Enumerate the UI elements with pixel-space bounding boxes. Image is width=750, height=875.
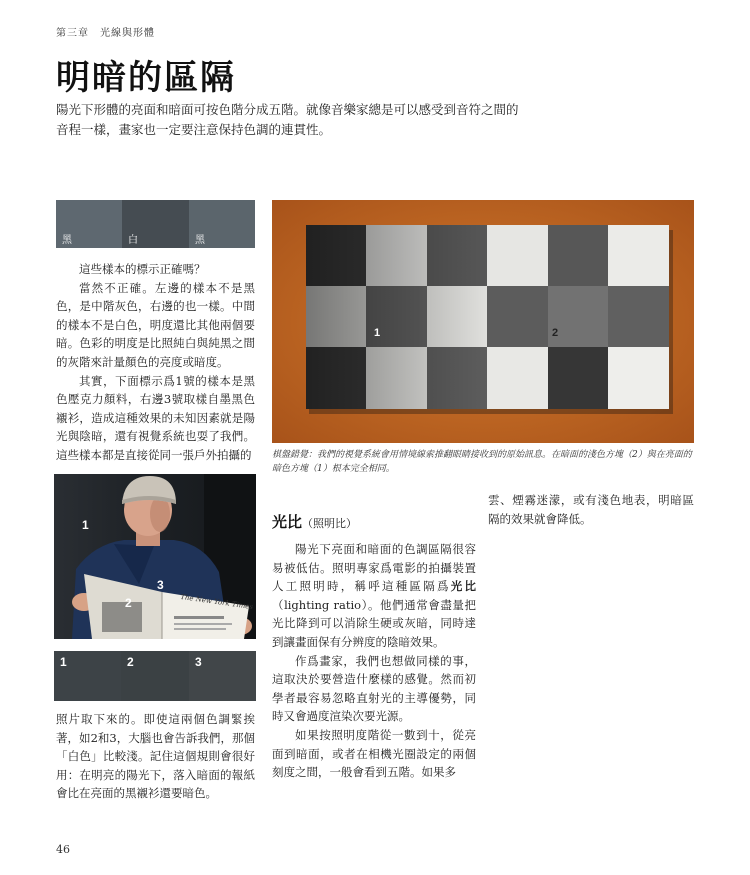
newspaper-masthead: The New York Times xyxy=(179,592,254,612)
paragraph: 照片取下來的。即使這兩個色調緊挨著，如2和3，大腦也會告訴我們，那個「白色」比較淺。記住這個規則會很好用：在明亮的陽光下，落入暗面的報紙會比在亮面的黑襯衫還要暗色。 xyxy=(56,712,255,801)
paragraph: 雲、煙霧迷濛，或有淺色地表，明暗區隔的效果就會降低。 xyxy=(488,493,694,526)
chapter-header: 第三章 光線與形體 xyxy=(56,28,155,39)
photo-marker-3: 3 xyxy=(157,578,164,592)
paragraph xyxy=(272,540,476,652)
swatch-left xyxy=(56,200,122,248)
checker-marker-1: 1 xyxy=(374,327,381,339)
paragraph: 這些樣本的標示正確嗎？ xyxy=(79,262,206,276)
intro-text: 陽光下形體的亮面和暗面可按色階分成五階。就像音樂家總是可以感受到音符之間的音程一樣，畫家也一定要注意保持色調的連貫性。 xyxy=(56,102,519,137)
paragraph: 當然不正確。左邊的樣本不是黑色，是中階灰色，右邊的也一樣。中間的樣本不是白色，明度還比其他兩個要暗。色彩的明度是比照純白與純黑之間的灰階來計量顏色的亮度或暗度。 xyxy=(56,280,255,369)
checkerboard-illustration xyxy=(272,200,694,443)
swatch-right xyxy=(189,200,255,248)
section-heading xyxy=(272,511,357,532)
swatch-sample-2 xyxy=(121,651,189,701)
left-body-text xyxy=(56,260,255,465)
lighting-ratio-text-a: 陽光下亮面和暗面的色調區隔很容易被低估。照明專家爲電影的拍攝裝置人工照明時，稱呼這種區隔爲 xyxy=(272,542,476,594)
page-number: 46 xyxy=(56,843,70,856)
swatch-sample-3 xyxy=(189,651,256,701)
swatch-sample-1 xyxy=(54,651,121,701)
swatch-label: 黑 xyxy=(195,235,205,246)
photo-checkerboard xyxy=(272,200,694,443)
checker-marker-2: 2 xyxy=(552,327,559,339)
swatch-middle xyxy=(122,200,189,248)
paragraph: 如果按照明度階從一數到十，從亮面到暗面，或者在相機光圈設定的兩個刻度之間，一般會看到五階。如果多 xyxy=(272,727,476,780)
left-body-text-bottom xyxy=(56,710,255,803)
checker-caption: 棋盤錯覺：我們的視覺系統會用情境線索推翻眼睛接收到的原始訊息。在暗面的淺色方塊（2）與在亮面的暗色方塊（1）根本完全相同。 xyxy=(272,450,692,474)
swatch-label: 黑 xyxy=(62,235,72,246)
photo-marker-1: 1 xyxy=(82,518,89,532)
swatch-row-top xyxy=(56,200,255,248)
swatch-row-bottom xyxy=(54,651,256,701)
page-title: 明暗的區隔 xyxy=(56,58,236,98)
photo-illustration xyxy=(54,474,256,639)
swatch-number: 2 xyxy=(127,655,134,669)
swatch-number: 3 xyxy=(195,655,202,669)
photo-marker-2: 2 xyxy=(125,596,132,610)
swatch-label: 白 xyxy=(128,235,138,246)
swatch-number: 1 xyxy=(60,655,67,669)
right-column-text xyxy=(488,491,694,528)
section-heading-main: 光比 xyxy=(272,513,303,531)
photo-man-reading xyxy=(54,474,256,639)
section-body xyxy=(272,540,476,782)
paragraph: 作爲畫家，我們也想做同樣的事，這取決於要營造什麼樣的感覺。然而初學者最容易忽略直射光的主導優勢，同時又會過度渲染次要光源。 xyxy=(272,653,476,724)
lighting-ratio-term: 光比 xyxy=(450,579,476,594)
lighting-ratio-text-b: （lighting ratio）。他們通常會盡量把光比降到可以消除生硬或灰暗，同時達到讓畫面保有分辨度的陰暗效果。 xyxy=(272,597,476,649)
paragraph: 其實，下面標示爲1號的樣本是黑色壓克力顏料，右邊3號取樣自墨黑色襯衫，造成這種效果的未知因素就是陽光與陰暗，還有視覺系統也耍了我們。這些樣本都是直接從同一張戶外拍攝的 xyxy=(56,373,255,462)
section-heading-sub: （照明比） xyxy=(302,517,358,530)
